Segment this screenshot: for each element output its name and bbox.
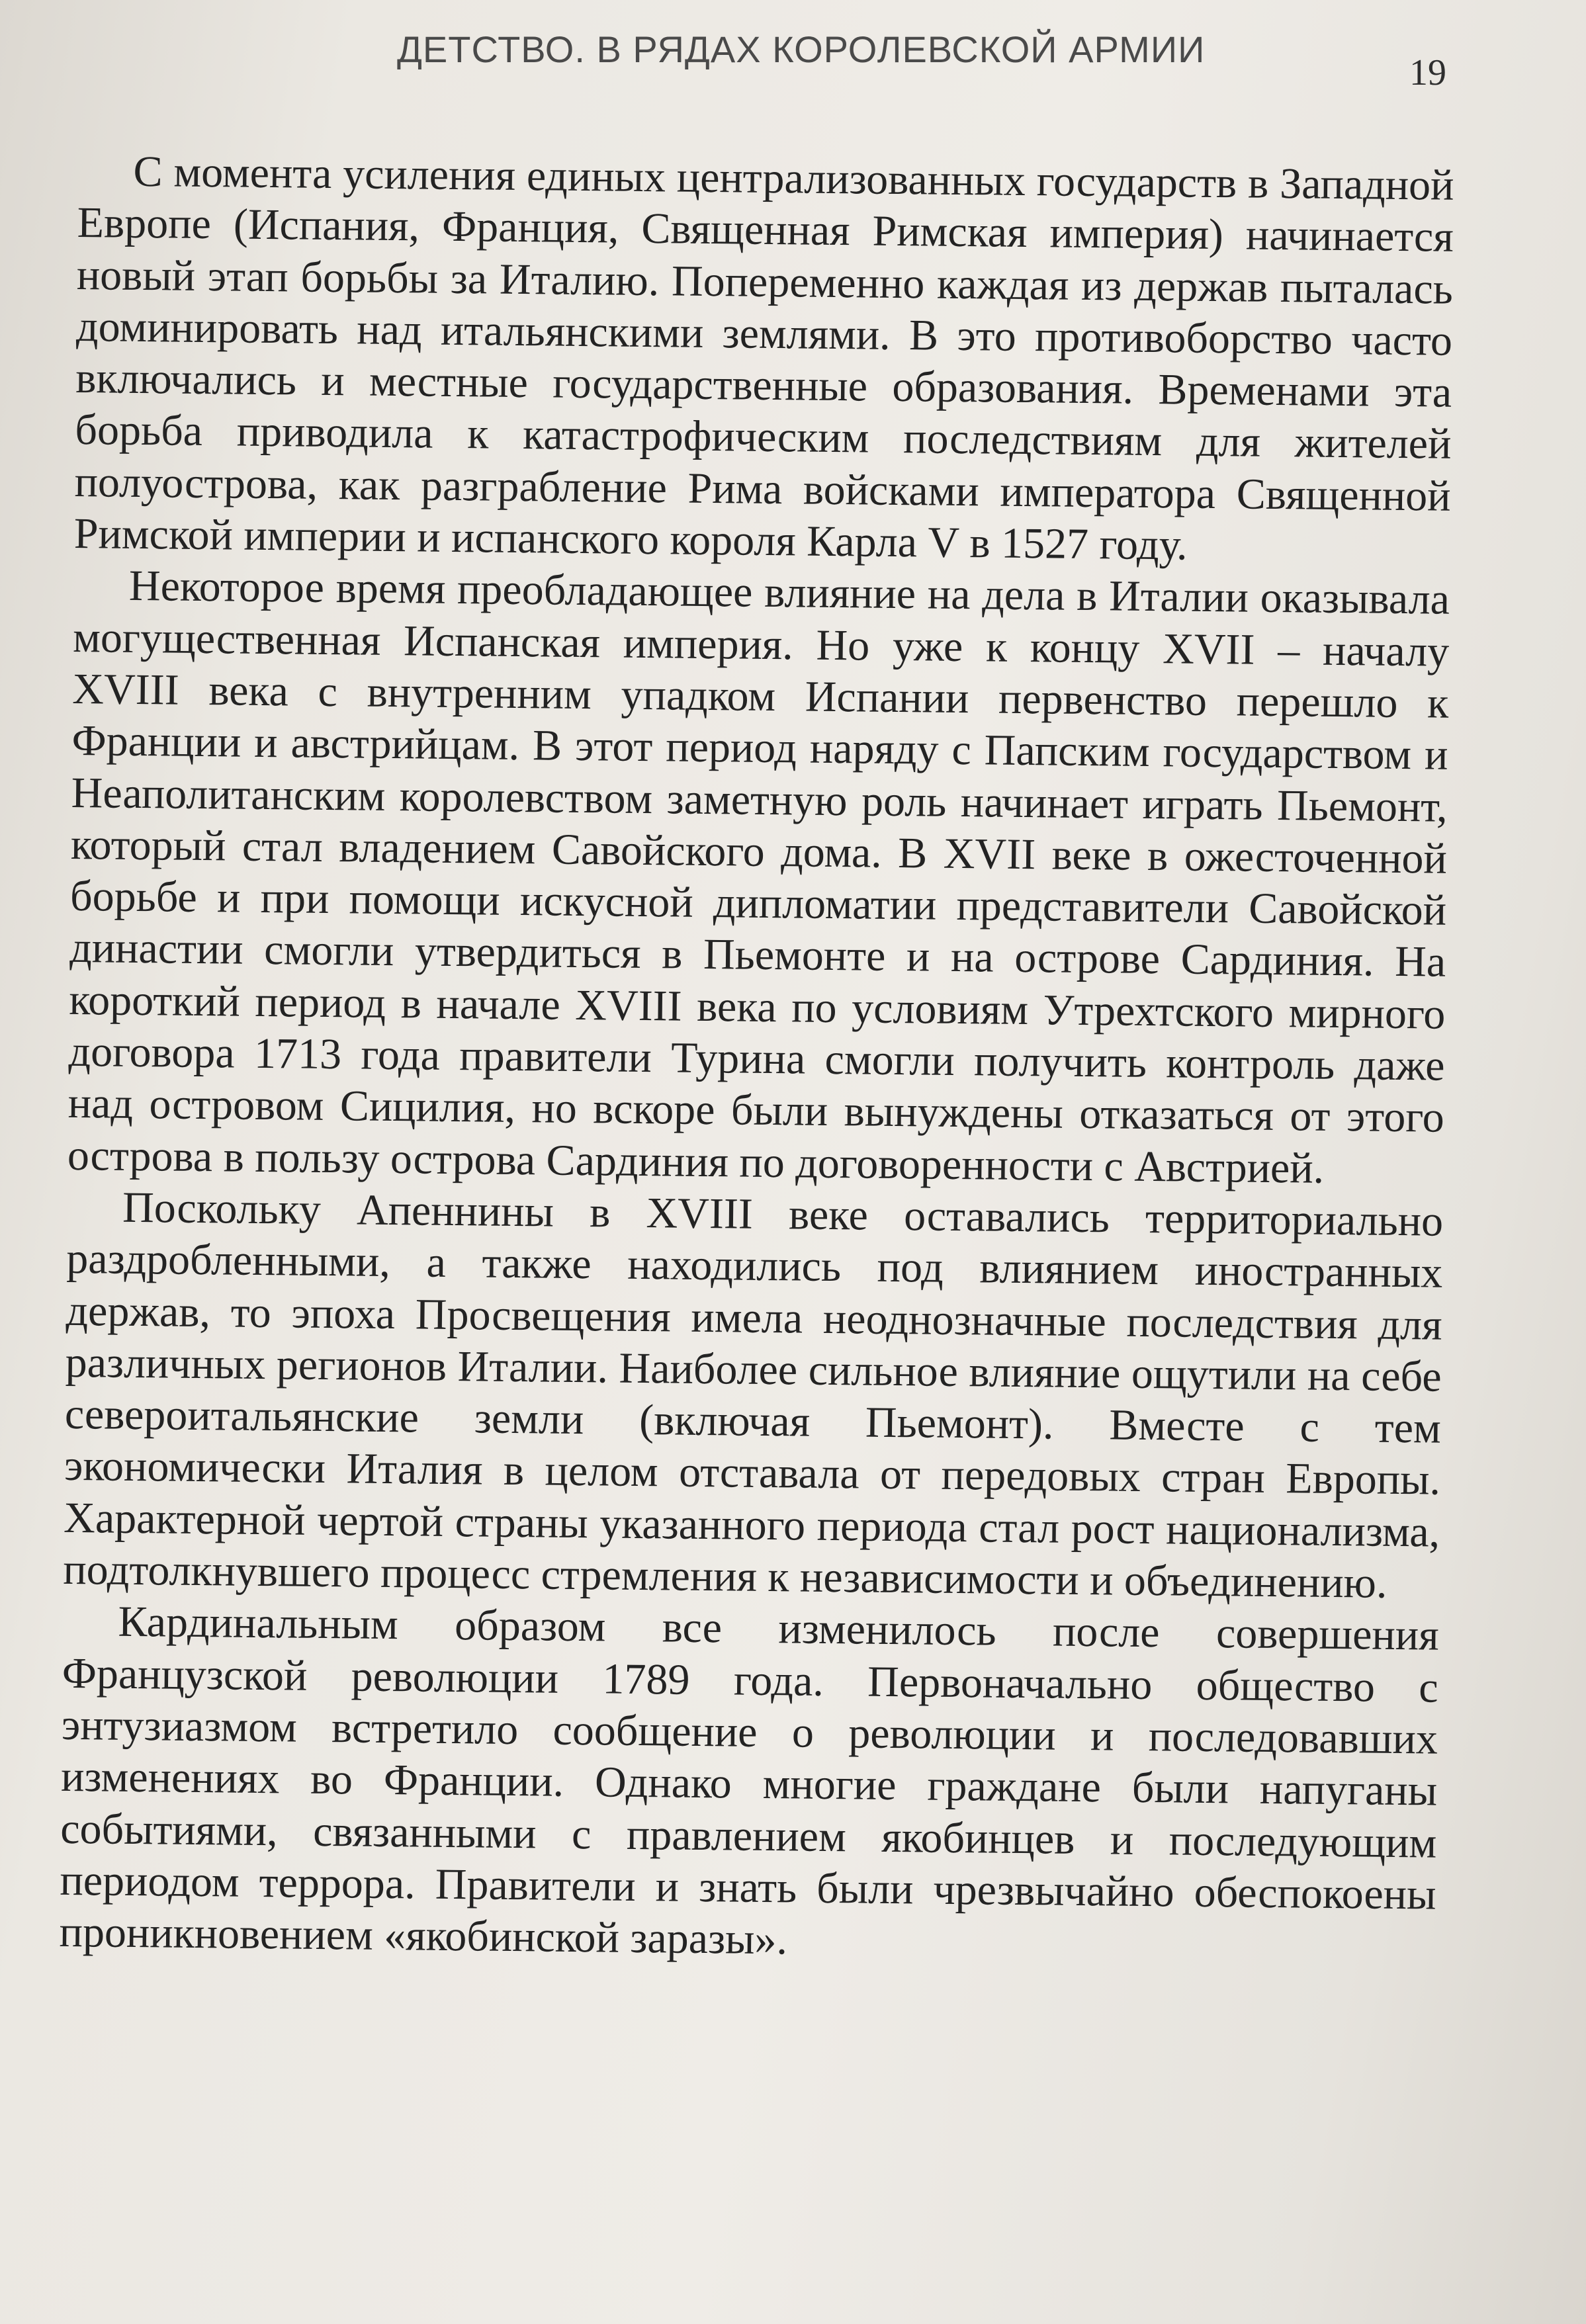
paragraph: С момента усиления единых централизованных государств в Западной Европе (Испания, Франция, Священная Римская империя) начинается новый этап борьбы за Италию. Попеременно каждая из держав пыталась доминировать над итальянскими землями. В это противоборство часто включались и местные государственные образования. Временами эта борьба приводила к катастрофическим последствиям для жителей полуострова, как разграбление Рима войсками императора Священной Римской империи и испанского короля Карла V в 1527 году. [73, 147, 1454, 570]
paragraph: Поскольку Апеннины в XVIII веке оставались территориально раздробленными, а также находились под влиянием иностранных держав, то эпоха Просвещения имела неоднозначные последствия для различных регионов Италии. Наиболее сильное влияние ощутили на себе североитальянские земли (включая Пьемонт). Вместе с тем экономически Италия в целом отставала от передовых стран Европы. Характерной чертой страны указанного периода стал рост национализма, подтолкнувшего процесс стремления к независимости и объединению. [63, 1183, 1444, 1608]
body-text [59, 146, 1454, 1973]
page-number: 19 [1409, 52, 1446, 93]
paragraph: Кардинальным образом все изменилось после совершения Французской революции 1789 года. Первоначально общество с энтузиазмом встретило сообщение о революции и последовавших изменениях во Франции. Однако многие граждане были напуганы событиями, связанными с правлением якобинцев и последующим периодом террора. Правители и знать были чрезвычайно обеспокоены проникновением «якобинской заразы». [59, 1598, 1439, 1964]
running-head: ДЕТСТВО. В РЯДАХ КОРОЛЕВСКОЙ АРМИИ [397, 28, 1206, 70]
paragraph: Некоторое время преобладающее влияние на дела в Италии оказывала могущественная Испанская империя. Но уже к концу XVII – началу XVIII века с внутренним упадком Испании первенство перешло к Франции и австрийцам. В этот период наряду с Папским государством и Неаполитанским королевством заметную роль начинает играть Пьемонт, который стал владением Савойского дома. В XVII веке в ожесточенной борьбе и при помощи искусной дипломатии представители Савойской династии смогли утвердиться в Пьемонте и на острове Сардиния. На короткий период в начале XVIII века по условиям Утрехтского мирного договора 1713 года правители Турина смогли получить контроль даже над островом Сицилия, но вскоре были вынуждены отказаться от этого острова в пользу острова Сардиния по договоренности с Австрией. [67, 562, 1450, 1193]
